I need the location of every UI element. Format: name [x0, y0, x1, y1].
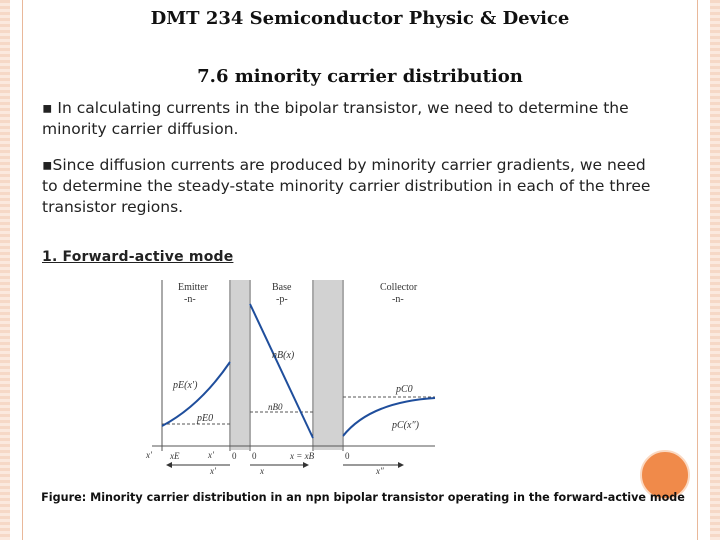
- label-pC0: pC0: [396, 384, 413, 395]
- slide-title: DMT 234 Semiconductor Physic & Device: [150, 8, 570, 29]
- axis-zero-right: 0: [345, 451, 350, 461]
- label-pE: pE(x′): [173, 380, 198, 391]
- label-pE0: pE0: [197, 413, 214, 424]
- emitter-base-junction: [231, 280, 249, 450]
- collector-x-arrowhead: [398, 462, 404, 468]
- section-heading: 1. Forward-active mode: [42, 249, 234, 265]
- label-pC: pC(x″): [392, 420, 419, 431]
- axis-zero-left: 0: [232, 451, 237, 461]
- bullet-paragraph-2: ▪Since diffusion currents are produced by minority carrier gradients, we need to determine the steady-state minority carrier distribution in each of the three transistor regions.: [42, 156, 651, 216]
- axis-x-arrow: x: [260, 466, 264, 476]
- label-nB0: nB0: [268, 402, 283, 412]
- axis-xB: x = xB: [290, 451, 315, 461]
- bullet-paragraph-1: ▪ In calculating currents in the bipolar transistor, we need to determine the minority carrier diffusion.: [42, 99, 629, 138]
- region-label-base: Base: [272, 282, 292, 293]
- slide-subtitle: 7.6 minority carrier distribution: [197, 66, 523, 87]
- axis-x-prime: x′: [208, 450, 214, 460]
- axis-x-double-prime: x″: [376, 466, 384, 476]
- base-x-arrowhead: [303, 462, 309, 468]
- emitter-carrier-curve: [162, 362, 230, 426]
- label-nB: nB(x): [272, 350, 295, 361]
- collector-carrier-curve: [343, 398, 435, 436]
- axis-x-prime-end: x′: [146, 450, 152, 460]
- region-label-emitter: Emitter: [178, 282, 208, 293]
- emitter-x-arrowhead: [166, 462, 172, 468]
- region-type-emitter: -n-: [184, 294, 196, 305]
- base-carrier-curve: [250, 304, 313, 438]
- base-collector-junction: [314, 280, 342, 450]
- axis-x-prime-arrow: x′: [210, 466, 216, 476]
- region-label-collector: Collector: [380, 282, 418, 293]
- region-type-collector: -n-: [392, 294, 404, 305]
- axis-zero-mid: 0: [252, 451, 257, 461]
- region-type-base: -p-: [276, 294, 288, 305]
- minority-carrier-figure: [140, 276, 440, 476]
- figure-caption: Figure: Minority carrier distribution in an npn bipolar transistor operating in the forward-active mode: [41, 491, 685, 504]
- axis-xE: xE: [170, 451, 180, 461]
